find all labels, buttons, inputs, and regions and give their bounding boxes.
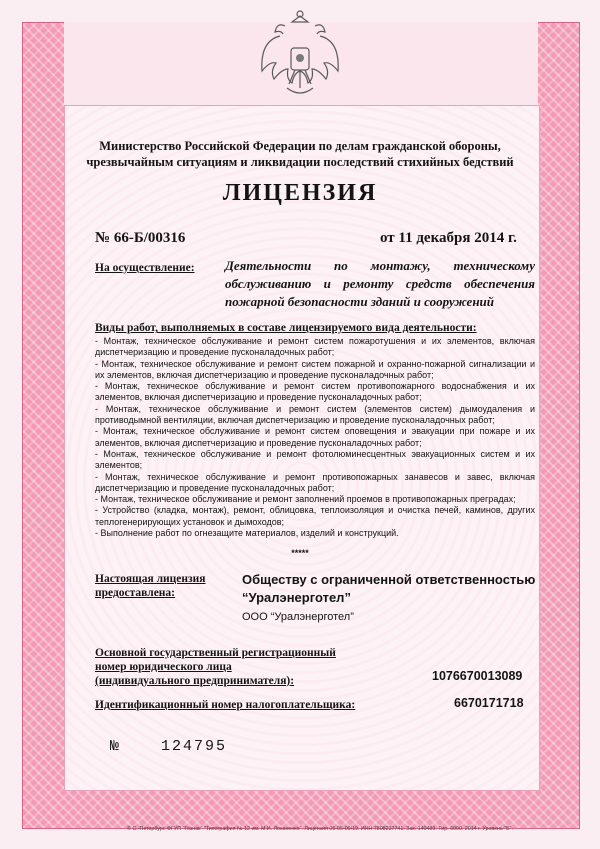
list-item: - Монтаж, техническое обслуживание и ремонт заполнений проемов в противопожарных преградах;	[95, 494, 516, 505]
activity-label: На осуществление:	[95, 262, 195, 274]
licensee-name-line: Обществу с ограниченной ответственностью	[242, 572, 536, 587]
list-item: - Монтаж, техническое обслуживание и ремонт противопожарных занавесов и завес, включая диспетчеризацию и проведение пусконаладочных работ;	[95, 471, 535, 493]
granted-label	[95, 572, 206, 600]
granted-label-line: предоставлена:	[95, 587, 176, 599]
inn-value: 6670171718	[454, 696, 524, 710]
inn-label: Идентификационный номер налогоплательщика:	[95, 699, 356, 711]
license-date: от 11 декабря 2014 г.	[380, 230, 517, 246]
number-sign: №	[110, 738, 122, 755]
list-item: - Монтаж, техническое обслуживание и ремонт систем пожарной и охранно-пожарной сигнализации и их элементов, включая диспетчеризацию и проведение пусконаладочных работ;	[95, 358, 535, 380]
ogrn-label-line: (индивидуального предпринимателя):	[95, 675, 295, 687]
ministry-name: Министерство Российской Федерации по делам гражданской обороны, чрезвычайным ситуациям и ликвидации последствий стихийных бедствий	[86, 139, 514, 169]
blank-number	[110, 738, 227, 755]
list-item: - Устройство (кладка, монтаж), ремонт, облицовка, теплоизоляция и очистка печей, каминов, других теплогенерирующих установок и дымоходов;	[95, 505, 535, 527]
licensee-short-name: ООО “Уралэнерготел”	[242, 611, 354, 623]
printer-imprint: © С.-Петербург. ФГУП "Гознак" "Типография № 12 им. М.И. Локаненко". Лицензия 05-05-09/19. ИНН 7808237741. Зак. 140489. Тир. 6000. 2014 г. Уровень "Б".	[127, 826, 513, 832]
works-list	[95, 336, 535, 539]
blank-number-value: 124795	[161, 738, 228, 755]
list-item: - Монтаж, техническое обслуживание и ремонт систем противопожарного водоснабжения и их элементов, включая диспетчеризацию и проведение пусконаладочных работ;	[95, 381, 535, 403]
ogrn-label-line: номер юридического лица	[95, 661, 232, 673]
document-title: ЛИЦЕНЗИЯ	[222, 180, 378, 206]
activity-description: Деятельности по монтажу, техническому обслуживанию и ремонту средств обеспечения пожарной безопасности зданий и сооружений	[225, 258, 535, 309]
works-title: Виды работ, выполняемых в составе лицензируемого вида деятельности:	[95, 322, 477, 334]
ogrn-value: 1076670013089	[432, 669, 523, 683]
list-item: - Монтаж, техническое обслуживание и ремонт систем пожаротушения и их элементов, включая диспетчеризацию и проведение пусконаладочных работ;	[95, 336, 535, 358]
list-item: - Выполнение работ по огнезащите материалов, изделий и конструкций.	[95, 528, 399, 539]
license-number: № 66-Б/00316	[95, 230, 186, 246]
list-item: - Монтаж, техническое обслуживание и ремонт систем (элементов систем) дымоудаления и противодымной вентиляции, включая диспетчеризацию и проведение пусконаладочных работ;	[95, 403, 535, 426]
coat-of-arms-icon	[255, 8, 345, 103]
list-item: - Монтаж, техническое обслуживание и ремонт систем оповещения и эвакуации при пожаре и их элементов, включая диспетчеризацию и проведение пусконаладочных работ;	[95, 426, 535, 448]
licensee-name	[242, 571, 542, 607]
licensee-name-line: “Уралэнерготел”	[242, 590, 351, 605]
ogrn-label	[95, 646, 336, 688]
granted-label-line: Настоящая лицензия	[95, 573, 206, 585]
separator-stars: *****	[291, 548, 309, 558]
ogrn-label-line: Основной государственный регистрационный	[95, 647, 336, 659]
list-item: - Монтаж, техническое обслуживание и ремонт фотолюминесцентных эвакуационных систем и их элементов;	[95, 448, 535, 471]
